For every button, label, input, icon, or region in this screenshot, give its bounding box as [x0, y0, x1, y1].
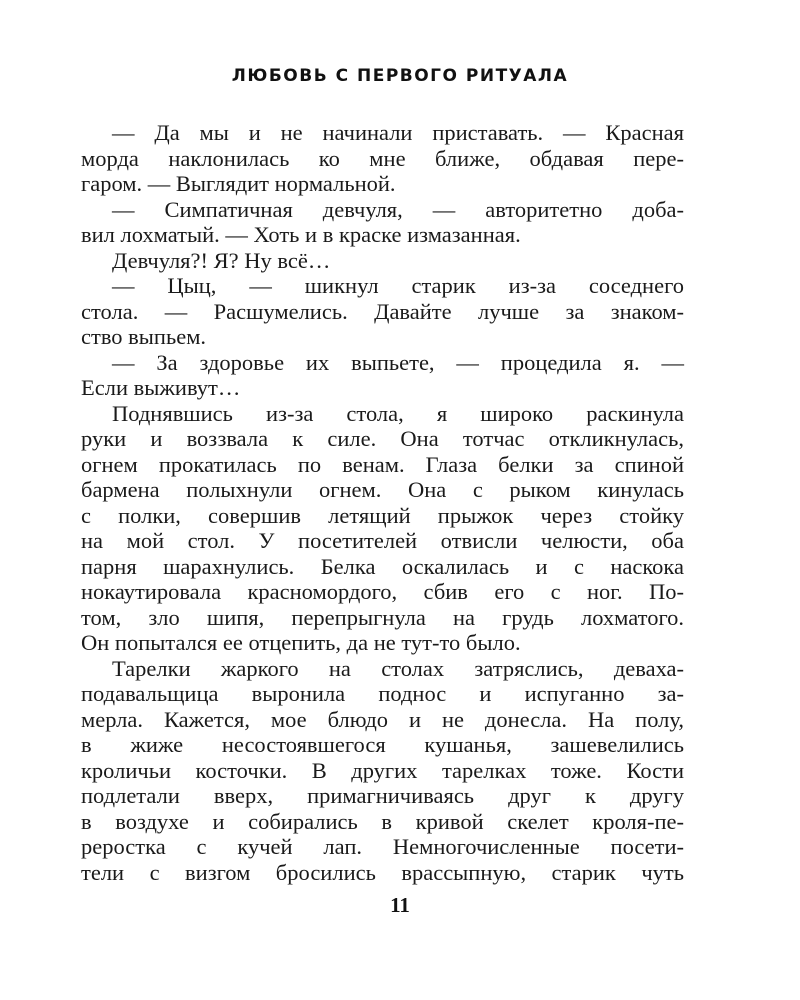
text-line: подавальщица выронила поднос и испуганно за- — [81, 681, 684, 706]
text-line: в жиже несостоявшегося кушанья, зашевелились — [81, 732, 684, 757]
text-line: Он попытался ее отцепить, да не тут-то было. — [81, 630, 521, 655]
text-line: вил лохматый. — Хоть и в краске измазанная. — [81, 222, 521, 247]
text-line: Девчуля?! Я? Ну всё… — [112, 247, 331, 273]
text-line: руки и воззвала к силе. Она тотчас откликнулась, — [81, 426, 684, 451]
text-line: бармена полыхнули огнем. Она с рыком кинулась — [81, 477, 684, 502]
text-line: Тарелки жаркого на столах затряслись, деваха- — [112, 655, 684, 681]
text-line: подлетали вверх, примагничиваясь друг к другу — [81, 783, 684, 808]
body-text — [81, 120, 684, 885]
text-line: морда наклонилась ко мне ближе, обдавая пере- — [81, 145, 684, 171]
text-line: стола. — Расшумелись. Давайте лучше за знаком- — [81, 298, 684, 324]
text-line: на мой стол. У посетителей отвисли челюсти, оба — [81, 528, 684, 553]
text-line: тели с визгом бросились врассыпную, старик чуть — [81, 859, 684, 885]
text-line: ство выпьем. — [81, 324, 207, 349]
text-line: кроличьи косточки. В других тарелках тоже. Кости — [81, 757, 684, 783]
text-line: — За здоровье их выпьете, — процедила я. — — [112, 349, 684, 375]
page-number: 11 — [390, 893, 410, 917]
text-line: огнем прокатилась по венам. Глаза белки за спиной — [81, 451, 684, 477]
text-line: с полки, совершив летящий прыжок через стойку — [81, 502, 684, 528]
text-line: Если выживут… — [81, 375, 241, 400]
running-head: ЛЮБОВЬ С ПЕРВОГО РИТУАЛА — [231, 66, 569, 86]
text-line: — Да мы и не начинали приставать. — Красная — [112, 120, 684, 145]
text-line: — Цыц, — шикнул старик из-за соседнего — [112, 273, 684, 298]
text-line: Поднявшись из-за стола, я широко раскинула — [112, 400, 684, 426]
text-line: парня шарахнулись. Белка оскалилась и с наскока — [81, 553, 684, 579]
text-line: гаром. — Выглядит нормальной. — [81, 171, 396, 196]
text-line: в воздухе и собирались в кривой скелет кроля-пе- — [81, 808, 684, 834]
text-line: нокаутировала красномордого, сбив его с ног. По- — [81, 579, 684, 604]
text-line: реростка с кучей лап. Немногочисленные посети- — [81, 834, 684, 859]
text-line: — Симпатичная девчуля, — авторитетно доба- — [112, 196, 684, 222]
text-line: том, зло шипя, перепрыгнула на грудь лохматого. — [81, 604, 684, 630]
text-line: мерла. Кажется, мое блюдо и не донесла. На полу, — [81, 706, 684, 732]
